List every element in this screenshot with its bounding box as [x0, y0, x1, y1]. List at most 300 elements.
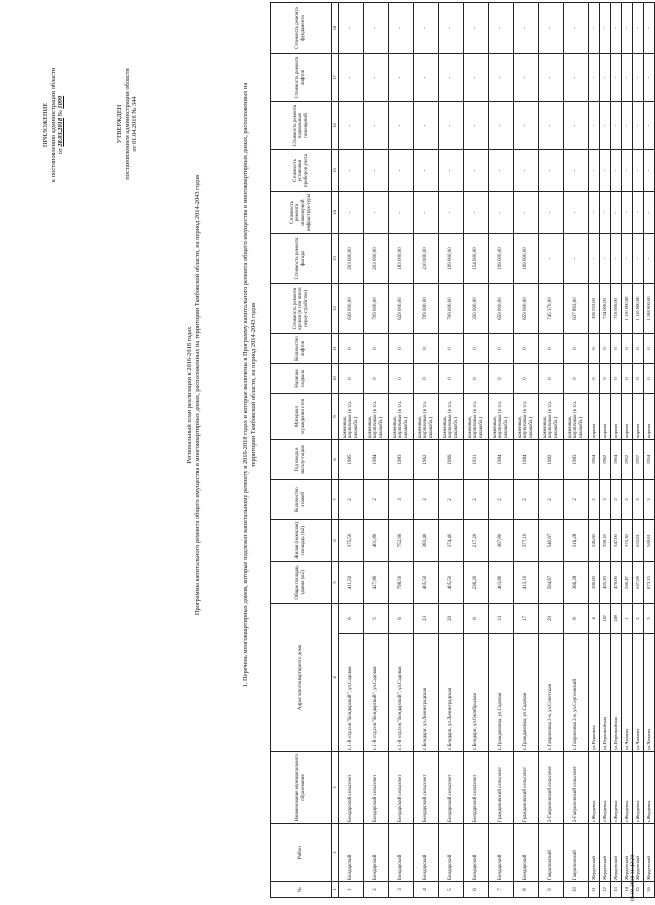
table-cell: - [564, 102, 589, 150]
table-cell: 709 000,00 [364, 284, 389, 334]
table-cell: 2 [514, 480, 539, 520]
table-cell: 0 [364, 334, 389, 364]
table-cell: Бондарский [389, 824, 414, 882]
column-number-cell: 1 [332, 882, 339, 898]
table-cell: Граждановский сельсовет [489, 752, 514, 824]
table-cell: - [514, 102, 539, 150]
table-row [514, 3, 539, 898]
table-cell: Жердевский [611, 824, 622, 882]
table-cell: 385 033,00 [589, 284, 600, 334]
table-cell: 375,50 [339, 520, 364, 562]
table-cell: - [622, 54, 633, 102]
table-cell: 0 [489, 364, 514, 394]
table-cell: 411,50 [339, 562, 364, 604]
table-cell: с.Граждановка, ул.Садовая [489, 634, 514, 752]
table-cell: 1964 [589, 440, 600, 480]
table-cell: - [489, 54, 514, 102]
table-header-cell: № [271, 882, 332, 898]
table-header-cell: Район [271, 824, 332, 882]
table-cell: 745 370,00 [539, 284, 564, 334]
table-cell: Бондарский [414, 824, 439, 882]
table-cell: - [564, 54, 589, 102]
table-row [414, 3, 439, 898]
appendix-number: 1099 [57, 95, 65, 109]
table-cell: Бондарский [439, 824, 464, 882]
table-cell: - [622, 3, 633, 54]
approved-line1: постановлением администрации области [123, 68, 131, 180]
table-cell: 2-Гавриловский сельсовет [539, 752, 564, 824]
table-cell: - [414, 102, 439, 150]
table-cell: - [622, 150, 633, 192]
table-cell: Бондарский [514, 824, 539, 882]
table-cell: - [611, 192, 622, 234]
table-cell: 210 000,00 [414, 234, 439, 284]
table-cell: 0 [564, 334, 589, 364]
table-row [589, 3, 600, 898]
table-header-cell: Стоимость ремонта лифтов [271, 54, 332, 102]
table-cell: Жердевский [622, 824, 633, 882]
table-cell: 0 [633, 364, 644, 394]
table-cell: с.Бондари, ул.Ленинградская [414, 634, 439, 752]
table-cell: с.Бондари, ул.Октябрьская [464, 634, 489, 752]
table-header-cell: Материал ограждения стен [271, 394, 332, 440]
table-cell: Жердевский [633, 824, 644, 882]
table-cell: - [339, 150, 364, 192]
table-cell: 347,00 [611, 520, 622, 562]
table-cell: Бондарский [489, 824, 514, 882]
table-cell: - [633, 102, 644, 150]
table-cell: - [633, 192, 644, 234]
table-cell: 8 [514, 882, 539, 898]
table-cell: 560,47 [622, 562, 633, 604]
table-cell: 7 [489, 882, 514, 898]
table-cell: 9 [539, 882, 564, 898]
appendix-title: ПРИЛОЖЕНИЕ [42, 102, 49, 148]
column-number-cell: 4 [332, 604, 339, 752]
table-cell: 23 [414, 604, 439, 634]
table-cell: 3 [644, 604, 655, 634]
table-cell: с.1-й отд.сов."Бондарский", ул.Садовая [389, 634, 414, 752]
table-cell: 2-Гавриловский сельсовет [564, 752, 589, 824]
table-row [611, 3, 622, 898]
table-cell: - [611, 102, 622, 150]
table-header-cell: Стоимость ремонта фасада [271, 234, 332, 284]
appendix-block [42, 45, 65, 205]
table-cell: - [622, 192, 633, 234]
table-row [439, 3, 464, 898]
table-cell: 1 188 000,00 [644, 284, 655, 334]
table-cell: - [611, 3, 622, 54]
column-number-cell: 8 [332, 440, 339, 480]
table-cell: 17 [514, 604, 539, 634]
table-cell: 1952 [622, 440, 633, 480]
table-cell: 350 000,00 [464, 284, 489, 334]
table-cell: 1957 [633, 440, 644, 480]
table-cell: кирпич [644, 394, 655, 440]
table-cell: 29 [539, 604, 564, 634]
table-cell: - [514, 150, 539, 192]
table-header-cell: Жилая (нежилая) площадь (м2) [271, 520, 332, 562]
column-number-cell: 5 [332, 562, 339, 604]
table-cell: 0 [611, 364, 622, 394]
table-cell: 1964 [611, 440, 622, 480]
table-cell: 403,80 [489, 562, 514, 604]
table-cell: - [539, 102, 564, 150]
table-cell: - [589, 54, 600, 102]
table-cell: - [339, 3, 364, 54]
table-cell: 0 [389, 364, 414, 394]
table-cell: - [564, 192, 589, 234]
table-cell: Бондарский сельсовет [339, 752, 364, 824]
table-cell: - [439, 54, 464, 102]
table-cell: Бондарский сельсовет [439, 752, 464, 824]
table-cell: - [439, 150, 464, 192]
table-cell: - [414, 150, 439, 192]
table-cell: - [389, 150, 414, 192]
table-cell: с.Гавриловка 2-я, ул.Советская [539, 634, 564, 752]
table-cell: - [644, 192, 655, 234]
table-cell: - [589, 3, 600, 54]
table-cell: 405,50 [439, 562, 464, 604]
table-cell: с.Граждановка, ул.Садовая [514, 634, 539, 752]
table-cell: - [339, 54, 364, 102]
table-cell: - [564, 150, 589, 192]
table-cell: 2 [611, 480, 622, 520]
table-cell: 0 [414, 364, 439, 394]
table-cell: 2 [564, 480, 589, 520]
table-cell: - [600, 54, 611, 102]
table-header-cell: Общая площадь здания (м2) [271, 562, 332, 604]
table-body [339, 3, 655, 898]
table-row [644, 3, 655, 898]
appendix-date: 28.03.2018 [57, 117, 65, 147]
table-cell: 149 [611, 604, 622, 634]
table-cell: ул.Чапаева [633, 634, 644, 752]
table-row [489, 3, 514, 898]
table-cell: каменные, кирпичные (в т.ч. шлакобл.) [514, 394, 539, 440]
table-cell: 10 [564, 882, 589, 898]
table-cell: 6 [389, 604, 414, 634]
table-cell: ул.Чапаева [622, 634, 633, 752]
table-cell: 716 000,00 [611, 284, 622, 334]
table-cell: - [439, 192, 464, 234]
table-cell: 2 [539, 480, 564, 520]
table-cell: 3 [600, 480, 611, 520]
table-cell: каменные, кирпичные (в т.ч. шлакобл.) [464, 394, 489, 440]
table-header-cell: Наименование муниципального образования [271, 752, 332, 824]
table-row [464, 3, 489, 898]
appendix-line: к постановлению администрации области [49, 67, 57, 183]
housing-table [270, 2, 655, 898]
table-cell: - [539, 54, 564, 102]
column-number-cell: 14 [332, 192, 339, 234]
table-cell: 375,30 [622, 520, 633, 562]
table-cell: - [600, 150, 611, 192]
table-cell: 203 000,00 [364, 234, 389, 284]
table-cell: 1984 [514, 440, 539, 480]
table-cell: 1982 [600, 440, 611, 480]
table-cell: 1 116 000,00 [633, 284, 644, 334]
table-cell: - [364, 54, 389, 102]
column-number-cell: 11 [332, 334, 339, 364]
table-cell: каменные, кирпичные (в т.ч. шлакобл.) [439, 394, 464, 440]
table-cell: - [464, 150, 489, 192]
table-cell: 659 000,00 [514, 284, 539, 334]
table-cell: - [589, 102, 600, 150]
column-number-cell: 13 [332, 234, 339, 284]
table-cell: 405,20 [600, 562, 611, 604]
table-cell: - [464, 54, 489, 102]
table-cell: 11 [589, 882, 600, 898]
table-cell: 1982 [539, 440, 564, 480]
table-cell: 377,10 [514, 520, 539, 562]
table-cell: г.Жердевка [611, 752, 622, 824]
table-cell: кирпич [622, 394, 633, 440]
table-cell: 0 [439, 364, 464, 394]
column-number-cell: 10 [332, 364, 339, 394]
table-cell: 0 [589, 334, 600, 364]
table-cell: 2 [489, 480, 514, 520]
table-cell: - [339, 192, 364, 234]
table-cell: - [364, 150, 389, 192]
table-cell: - [489, 3, 514, 54]
table-cell: Бондарский [339, 824, 364, 882]
table-cell: 657,08 [633, 562, 644, 604]
table-cell: 752,90 [389, 520, 414, 562]
table-cell: 540,67 [539, 520, 564, 562]
table-cell: Граждановский сельсовет [514, 752, 539, 824]
table-cell: каменные, кирпичные (в т.ч. шлакобл.) [539, 394, 564, 440]
table-cell: 183 000,00 [389, 234, 414, 284]
table-cell: 1985 [339, 440, 364, 480]
table-cell: 4 [414, 882, 439, 898]
column-number-cell: 16 [332, 102, 339, 150]
table-cell: - [489, 150, 514, 192]
table-cell: - [389, 3, 414, 54]
table-cell: 798,50 [389, 562, 414, 604]
table-cell: 0 [600, 334, 611, 364]
table-cell: 427,80 [364, 562, 389, 604]
table-cell: - [439, 3, 464, 54]
table-cell: 629 000,00 [389, 284, 414, 334]
table-cell: - [514, 54, 539, 102]
column-number-cell: 9 [332, 394, 339, 440]
table-column-numbers [332, 3, 339, 898]
table-cell: Бондарский сельсовет [389, 752, 414, 824]
appendix-no-label: № [57, 110, 65, 117]
table-cell: 13 [489, 604, 514, 634]
table-cell: - [389, 102, 414, 150]
table-cell: - [439, 102, 464, 150]
table-cell: 0 [589, 364, 600, 394]
table-cell: - [514, 3, 539, 54]
table-cell: 1 110 000,00 [622, 284, 633, 334]
table-cell: - [539, 234, 564, 284]
report-title-line1: Региональный план реализации в 2016-2018 годах [186, 326, 193, 464]
table-cell: кирпич [589, 394, 600, 440]
table-cell: 3 [633, 480, 644, 520]
table-cell: кирпич [633, 394, 644, 440]
table-cell: г.Жердевка [622, 752, 633, 824]
table-cell: Бондарский сельсовет [364, 752, 389, 824]
table-cell: - [589, 234, 600, 284]
table-cell: - [644, 3, 655, 54]
table-cell: - [622, 102, 633, 150]
table-cell: - [514, 192, 539, 234]
table-cell: 367,80 [489, 520, 514, 562]
table-header-cell: Стоимость установки приборов учета [271, 150, 332, 192]
table-cell: 633,81 [633, 520, 644, 562]
table-row [539, 3, 564, 898]
approved-line2: от 01.04.2016 № 344 [131, 96, 139, 152]
table-cell: - [464, 192, 489, 234]
table-cell: - [364, 192, 389, 234]
table-cell: г.Жердевка [589, 752, 600, 824]
table-cell: кирпич [600, 394, 611, 440]
table-cell: каменные, кирпичные (в т.ч. шлакобл.) [489, 394, 514, 440]
table-cell: - [600, 234, 611, 284]
table-cell: 709 000,00 [439, 284, 464, 334]
table-cell: 366,28 [564, 562, 589, 604]
table-cell: ул.Первомайская [600, 634, 611, 752]
table-cell: 0 [439, 334, 464, 364]
table-cell: - [364, 102, 389, 150]
table-cell: 6 [600, 364, 611, 394]
table-cell: - [644, 150, 655, 192]
table-cell: - [611, 54, 622, 102]
table-cell: 709 000,00 [414, 284, 439, 334]
table-cell: 6 [464, 882, 489, 898]
column-number-cell: 7 [332, 480, 339, 520]
table-cell: 5 [439, 882, 464, 898]
approved-title: УТВЕРЖДЕН [116, 104, 123, 144]
table-cell: Бондарский [464, 824, 489, 882]
table-cell: - [464, 102, 489, 150]
table-cell: Бондарский сельсовет [464, 752, 489, 824]
table-header-cell: Стоимость ремонта фундамента [271, 3, 332, 54]
table-cell: 3 [389, 480, 414, 520]
table-cell: 637 893,00 [564, 284, 589, 334]
table-header-cell: Количество этажей [271, 480, 332, 520]
table-cell: 383,40 [414, 520, 439, 562]
table-cell: 0 [514, 364, 539, 394]
table-cell: - [611, 150, 622, 192]
table-cell: 147 [600, 604, 611, 634]
table-cell: 14 [622, 882, 633, 898]
table-cell: 1983 [564, 440, 589, 480]
table-cell: 0 [464, 334, 489, 364]
table-cell: 0 [564, 364, 589, 394]
table-cell: 5 [364, 604, 389, 634]
table-cell: 0 [414, 334, 439, 364]
table-cell: - [539, 150, 564, 192]
column-number-cell: 17 [332, 54, 339, 102]
table-cell: 2 [633, 604, 644, 634]
table-cell: 280,00 [589, 562, 600, 604]
table-cell: - [644, 234, 655, 284]
table-cell: 199 000,00 [439, 234, 464, 284]
table-cell: 0 [633, 334, 644, 364]
table-cell: 0 [389, 334, 414, 364]
table-cell: - [633, 234, 644, 284]
table-cell: каменные, кирпичные (в т.ч. шлакобл.) [364, 394, 389, 440]
table-row [364, 3, 389, 898]
table-header-cell: Адрес многоквартирного дома [271, 604, 332, 752]
table-cell: - [389, 54, 414, 102]
table-cell: - [389, 192, 414, 234]
table-row [633, 3, 644, 898]
table-cell: 16 [644, 882, 655, 898]
table-cell: 1984 [364, 440, 389, 480]
table-cell: 594,67 [539, 562, 564, 604]
table-cell: - [611, 234, 622, 284]
table-cell: 1931 [464, 440, 489, 480]
column-number-cell: 6 [332, 520, 339, 562]
table-cell: 1969 [439, 440, 464, 480]
table-cell: - [600, 192, 611, 234]
table-cell: ул.Первомая [589, 634, 600, 752]
table-cell: 0 [611, 334, 622, 364]
table-cell: 0 [644, 364, 655, 394]
appendix-date-line [57, 45, 65, 205]
table-cell: 470,00 [611, 562, 622, 604]
table-row [622, 3, 633, 898]
report-title [186, 85, 201, 705]
table-cell: 2 [339, 480, 364, 520]
table-cell: 2 [589, 480, 600, 520]
table-cell: г.Жердевка [600, 752, 611, 824]
approved-block [116, 39, 139, 209]
table-cell: - [489, 192, 514, 234]
table-cell: 0 [539, 334, 564, 364]
table-cell: 199 000,00 [514, 234, 539, 284]
table-cell: - [564, 234, 589, 284]
table-cell: Жердевский [589, 824, 600, 882]
table-cell: - [600, 3, 611, 54]
table-cell: - [589, 192, 600, 234]
table-cell: - [339, 102, 364, 150]
table-header-cell: Стоимость ремонта инженерной инфраструк-туры [271, 192, 332, 234]
column-number-cell: 12 [332, 284, 339, 334]
table-cell: - [644, 54, 655, 102]
table-cell: - [414, 192, 439, 234]
appendix-date-prefix: от [57, 148, 65, 155]
table-cell: 1 [622, 604, 633, 634]
table-cell: 6 [339, 604, 364, 634]
table-cell: 659 000,00 [489, 284, 514, 334]
table-header-cell: Стоимость ремонта подвальных помещений [271, 102, 332, 150]
table-cell: 199 000,00 [489, 234, 514, 284]
table-cell: 8 [564, 604, 589, 634]
table-cell: 203 000,00 [339, 234, 364, 284]
table-cell: каменные, кирпичные (в т.ч. шлакобл.) [564, 394, 589, 440]
table-header-cell: Количество лифтов [271, 334, 332, 364]
column-number-cell: 2 [332, 824, 339, 882]
table-cell: Бондарский сельсовет [414, 752, 439, 824]
table-cell: 413,10 [514, 562, 539, 604]
table-cell: 29 [439, 604, 464, 634]
table-cell: каменные, кирпичные (в т.ч. шлакобл.) [339, 394, 364, 440]
table-cell: 2 [439, 480, 464, 520]
table-cell: с.1-й отд.сов."Бондарский", ул.Садовая [339, 634, 364, 752]
table-cell: г.Жердевка [644, 752, 655, 824]
list-heading-line1: 1. Перечень многоквартирных домов, которые подлежат капитальному ремонту в 2016-2018 годах и которые включены в Программу капитального ремонта общего имущества в многоквартирных домах, расположенных на [242, 82, 249, 688]
table-cell: 1962 [414, 440, 439, 480]
table-cell: каменные, кирпичные (в т.ч. шлакобл.) [414, 394, 439, 440]
table-cell: г.Жердевка [633, 752, 644, 824]
table-cell: 12 [600, 882, 611, 898]
column-number-cell: 15 [332, 150, 339, 192]
